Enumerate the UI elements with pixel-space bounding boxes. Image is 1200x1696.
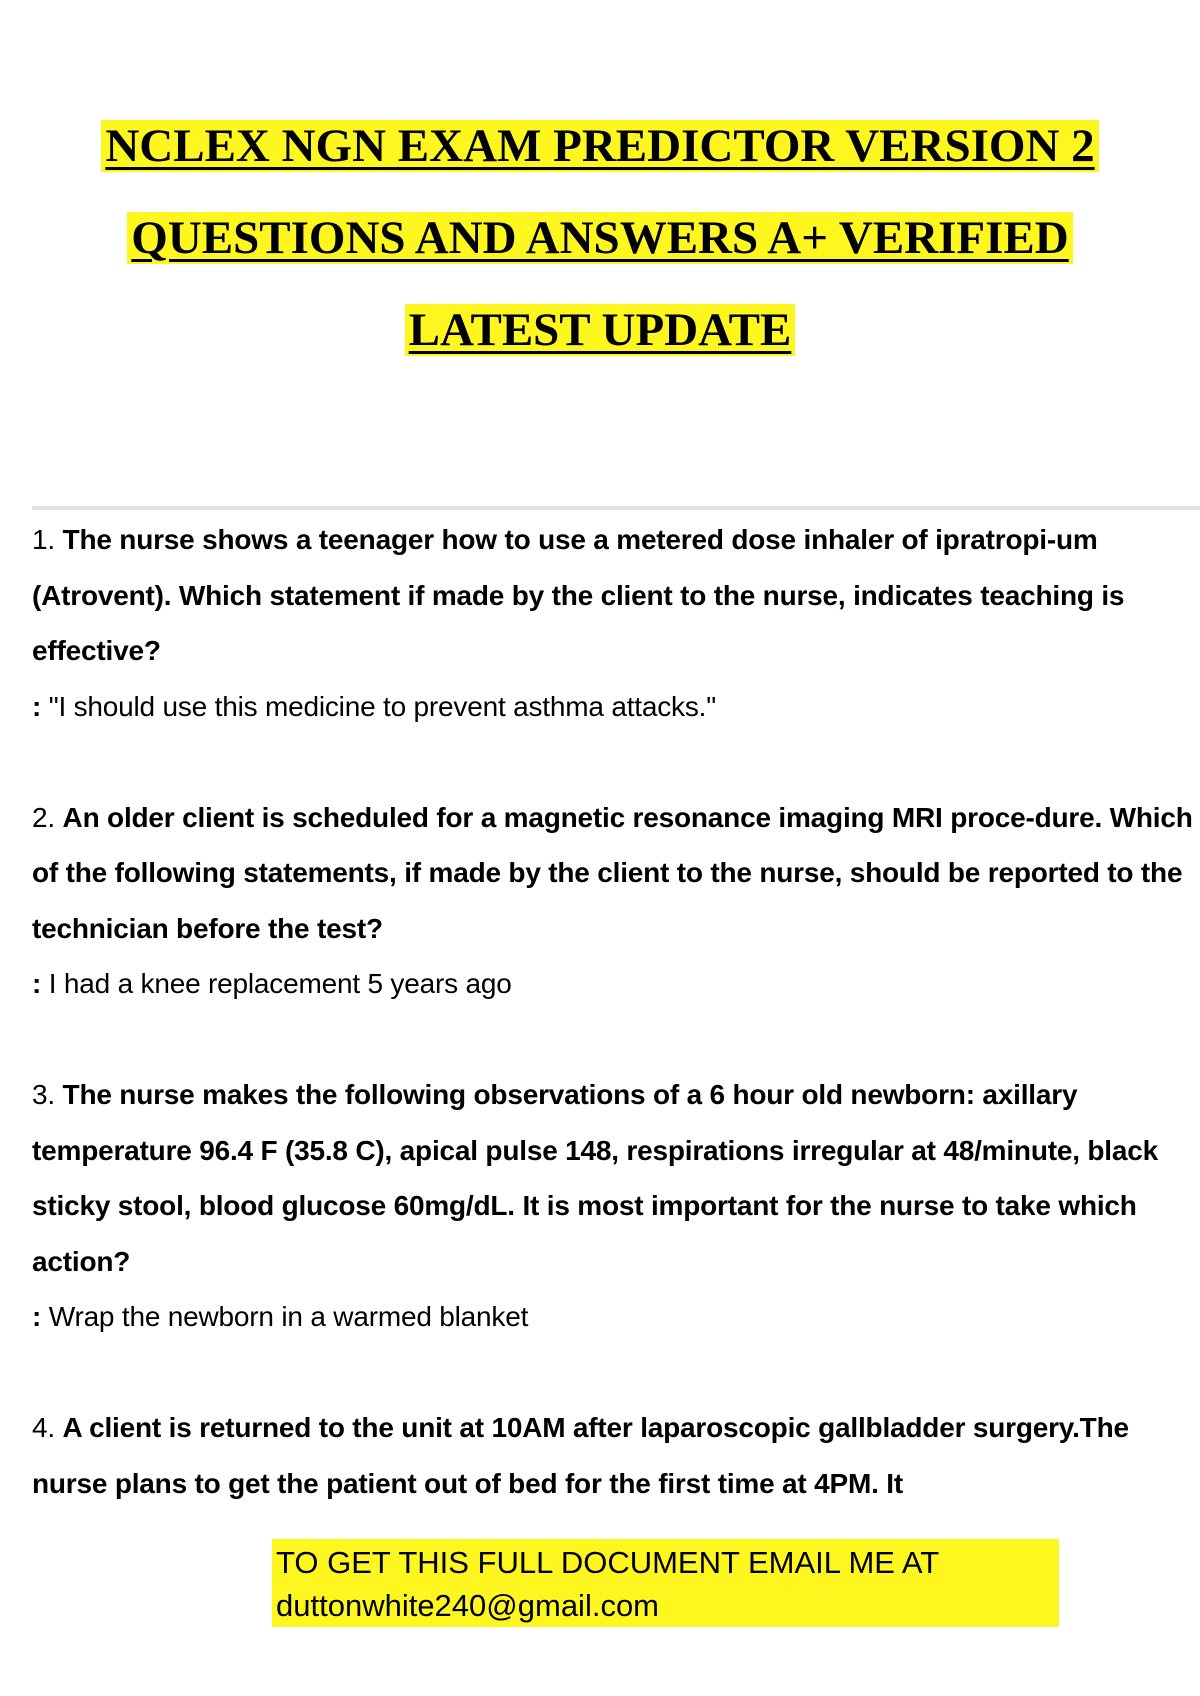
- question-number: 1.: [32, 524, 55, 555]
- question-2: [32, 790, 1200, 957]
- question-4: [32, 1400, 1200, 1511]
- question-item-2: [32, 790, 1200, 1012]
- title-line-1: [0, 100, 1200, 192]
- question-number: 4.: [32, 1412, 55, 1443]
- answer-prefix: :: [32, 1301, 42, 1332]
- question-1: [32, 512, 1200, 679]
- answer-text: I had a knee replacement 5 years ago: [48, 968, 512, 999]
- answer-text: Wrap the newborn in a warmed blanket: [48, 1301, 529, 1332]
- answer-prefix: :: [32, 968, 42, 999]
- answer-2: [32, 956, 1200, 1012]
- question-text: The nurse shows a teenager how to use a metered dose inhaler of ipratropi-um (Atrovent). Which statement if made by the client to the nurse, indicates teaching is effective?: [32, 524, 1125, 666]
- title-line-3: [0, 284, 1200, 376]
- document-title: [0, 100, 1200, 376]
- title-text-2: QUESTIONS AND ANSWERS A+ VERIFIED: [127, 212, 1072, 264]
- question-number: 3.: [32, 1079, 55, 1110]
- title-line-2: [0, 192, 1200, 284]
- title-text-3: LATEST UPDATE: [405, 304, 796, 356]
- title-text-1: NCLEX NGN EXAM PREDICTOR VERSION 2: [101, 120, 1098, 172]
- contact-banner: [272, 1539, 1059, 1627]
- answer-1: [32, 679, 1200, 735]
- question-item-4: [32, 1400, 1200, 1511]
- question-list: [32, 512, 1200, 1567]
- question-text: A client is returned to the unit at 10AM after laparoscopic gallbladder surgery.The nurse plans to get the patient out of bed for the first time at 4PM. It: [32, 1412, 1129, 1499]
- question-item-1: [32, 512, 1200, 734]
- contact-line-1: TO GET THIS FULL DOCUMENT EMAIL ME AT: [276, 1545, 940, 1580]
- answer-prefix: :: [32, 690, 42, 722]
- question-item-3: [32, 1067, 1200, 1345]
- question-3: [32, 1067, 1200, 1289]
- answer-text: "I should use this medicine to prevent asthma attacks.": [48, 690, 716, 722]
- question-text: An older client is scheduled for a magnetic resonance imaging MRI proce-dure. Which of the following statements, if made by the client to the nurse, should be reported to the technician before the test?: [32, 801, 1193, 944]
- question-text: The nurse makes the following observations of a 6 hour old newborn: axillary temperature 96.4 F (35.8 C), apical pulse 148, respirations irregular at 48/minute, black sticky stool, blood glucose 60mg/dL. It is most important for the nurse to take which action?: [32, 1079, 1158, 1277]
- section-divider: [32, 506, 1200, 510]
- question-number: 2.: [32, 801, 55, 833]
- contact-email: duttonwhite240@gmail.com: [276, 1588, 660, 1623]
- answer-3: [32, 1289, 1200, 1345]
